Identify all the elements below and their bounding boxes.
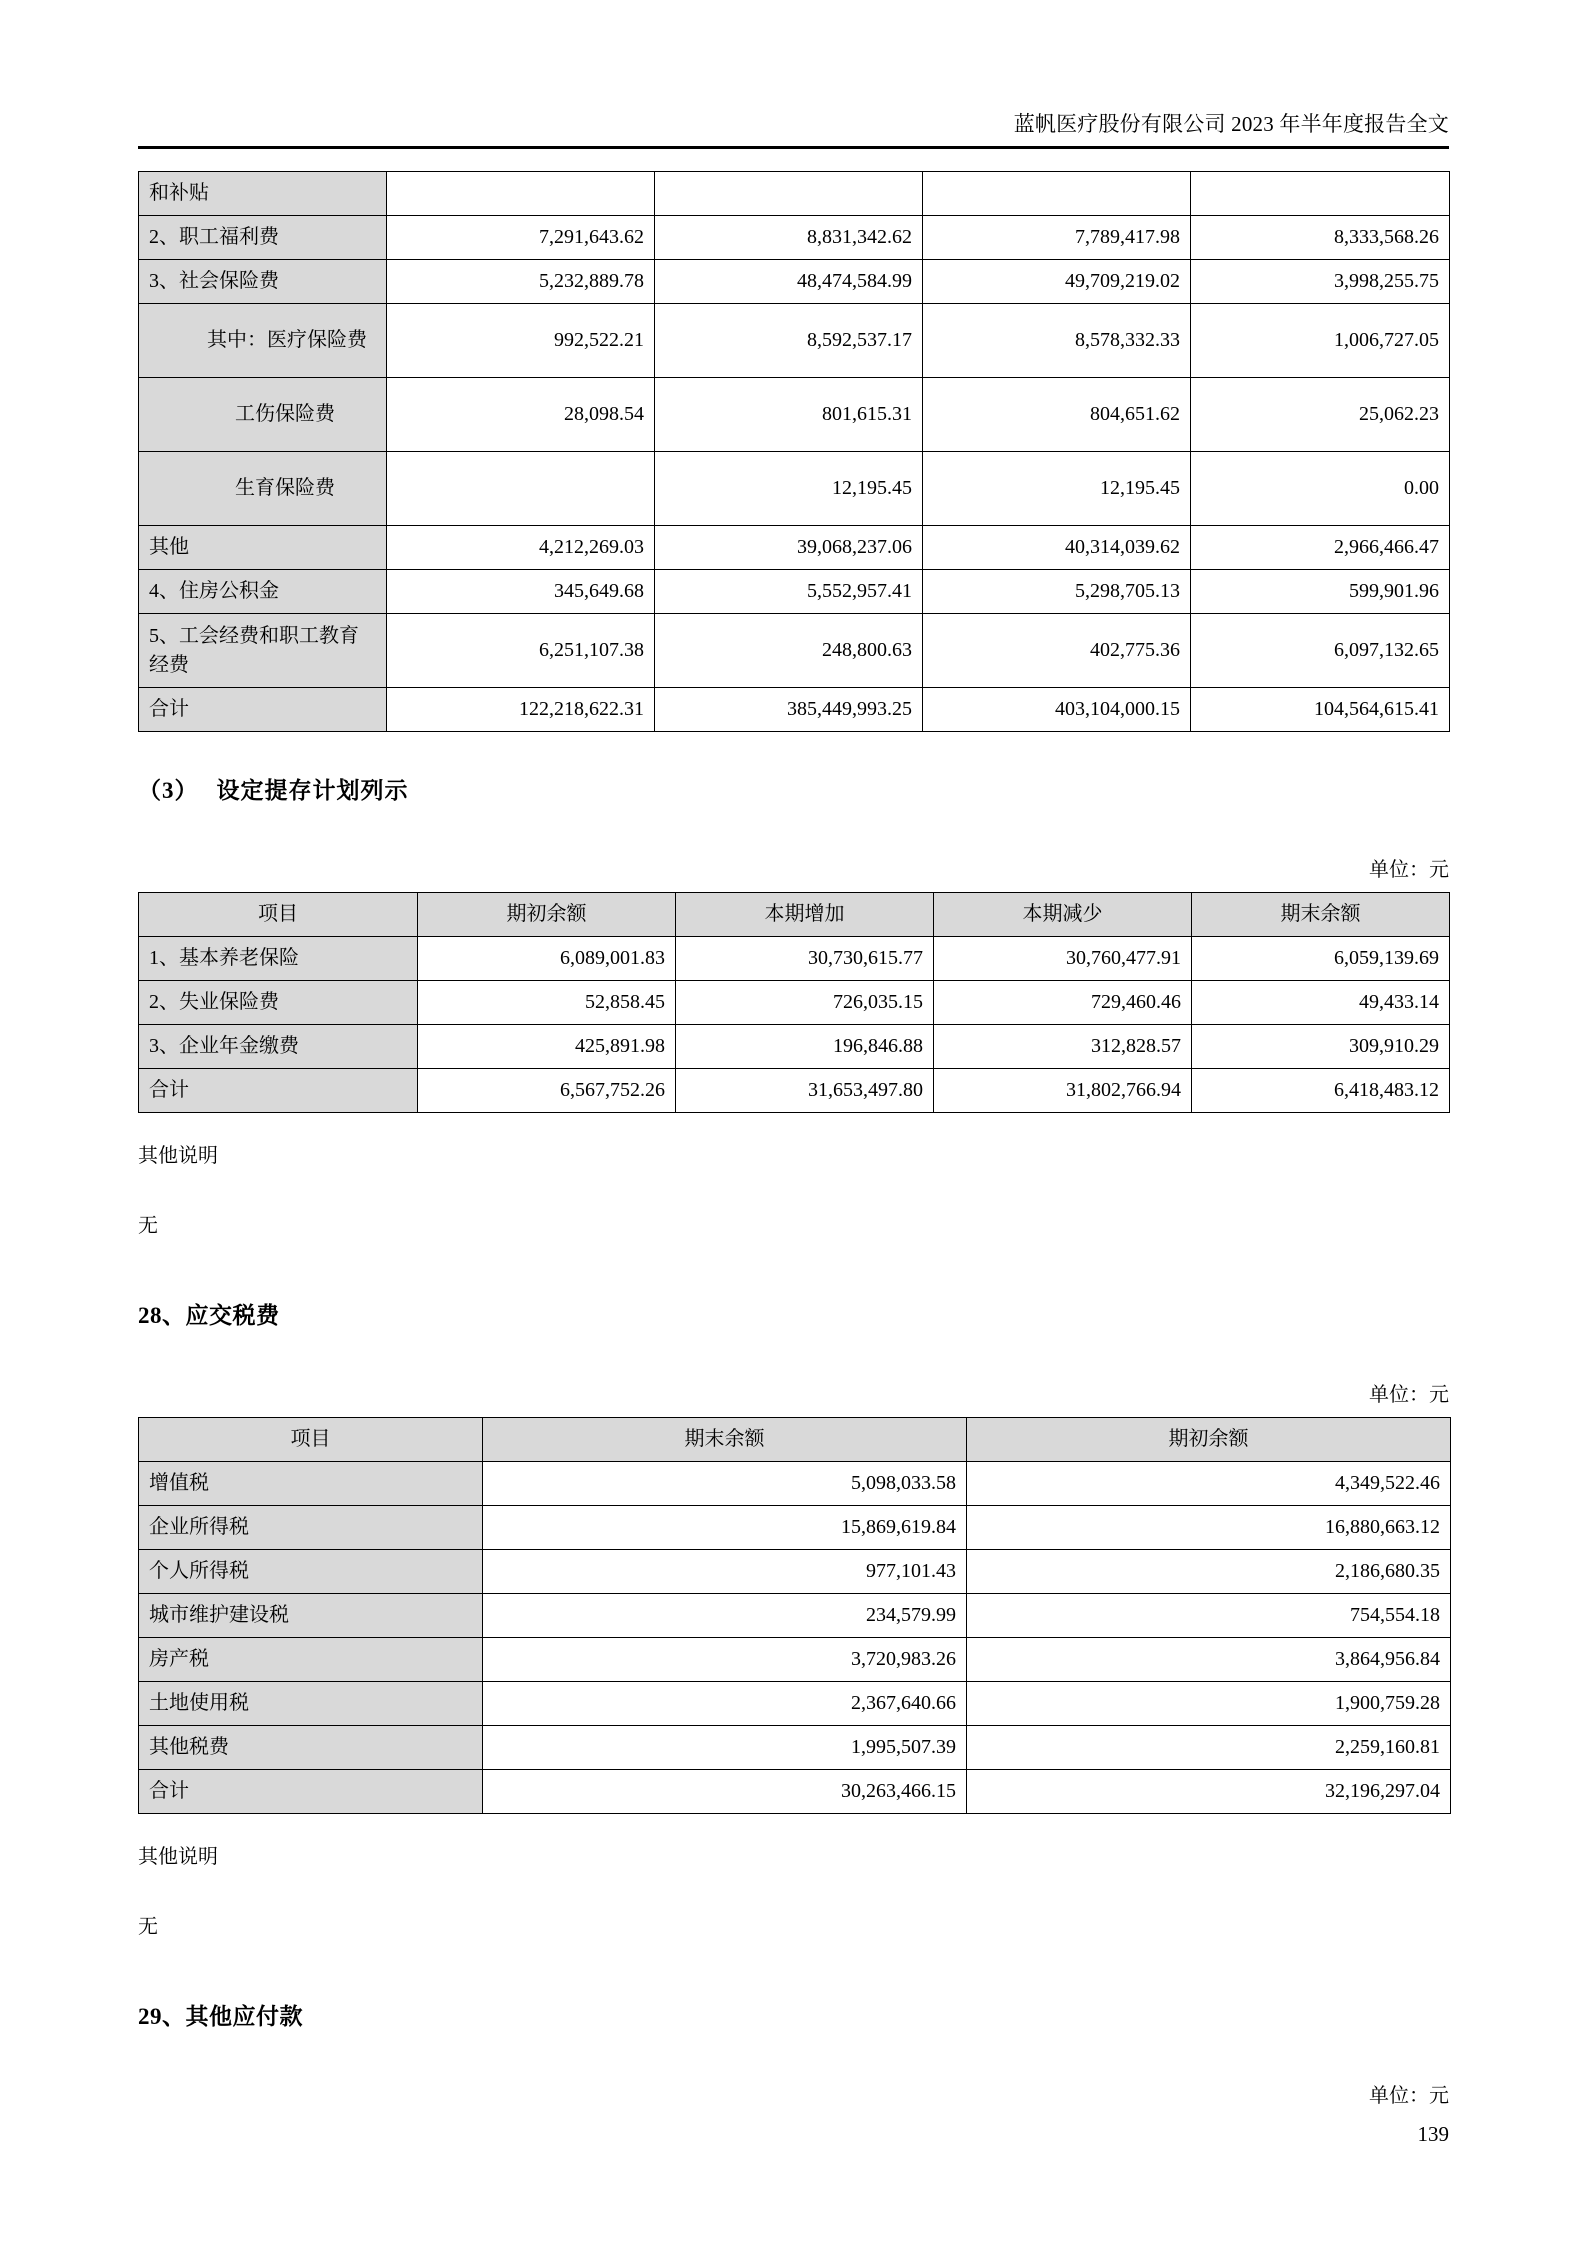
row-value: 1,900,759.28 bbox=[967, 1682, 1451, 1726]
row-value: 8,578,332.33 bbox=[923, 304, 1191, 378]
table-taxes-payable-wrapper bbox=[138, 1417, 1449, 1814]
row-value: 4,349,522.46 bbox=[967, 1462, 1451, 1506]
row-value: 992,522.21 bbox=[387, 304, 655, 378]
table-row-total bbox=[139, 1069, 1450, 1113]
table-taxes-payable bbox=[138, 1417, 1451, 1814]
row-label: 工伤保险费 bbox=[139, 378, 387, 452]
row-value: 804,651.62 bbox=[923, 378, 1191, 452]
row-label: 房产税 bbox=[139, 1638, 483, 1682]
row-value: 977,101.43 bbox=[483, 1550, 967, 1594]
running-header-title: 蓝帆医疗股份有限公司 2023 年半年度报告全文 bbox=[1013, 112, 1449, 136]
table-payroll-continued bbox=[138, 171, 1450, 732]
row-label: 4、住房公积金 bbox=[139, 570, 387, 614]
row-value: 8,831,342.62 bbox=[655, 216, 923, 260]
row-value: 425,891.98 bbox=[418, 1025, 676, 1069]
row-value: 15,869,619.84 bbox=[483, 1506, 967, 1550]
row-value: 30,730,615.77 bbox=[676, 937, 934, 981]
row-value: 31,802,766.94 bbox=[934, 1069, 1192, 1113]
table-row bbox=[139, 260, 1450, 304]
row-value: 2,367,640.66 bbox=[483, 1682, 967, 1726]
row-value: 1,995,507.39 bbox=[483, 1726, 967, 1770]
row-value: 40,314,039.62 bbox=[923, 526, 1191, 570]
row-value: 5,232,889.78 bbox=[387, 260, 655, 304]
row-value: 234,579.99 bbox=[483, 1594, 967, 1638]
column-header: 本期增加 bbox=[676, 893, 934, 937]
other-notes-value-2: 无 bbox=[138, 1916, 158, 1939]
table-row bbox=[139, 304, 1450, 378]
row-value: 48,474,584.99 bbox=[655, 260, 923, 304]
row-value: 3,998,255.75 bbox=[1191, 260, 1450, 304]
row-value: 30,263,466.15 bbox=[483, 1770, 967, 1814]
table-taxes-payable-body bbox=[139, 1462, 1451, 1814]
row-label: 其他税费 bbox=[139, 1726, 483, 1770]
row-value: 49,709,219.02 bbox=[923, 260, 1191, 304]
row-value: 104,564,615.41 bbox=[1191, 688, 1450, 732]
column-header: 本期减少 bbox=[934, 893, 1192, 937]
row-label: 增值税 bbox=[139, 1462, 483, 1506]
row-value: 5,552,957.41 bbox=[655, 570, 923, 614]
row-value: 32,196,297.04 bbox=[967, 1770, 1451, 1814]
table-row-total bbox=[139, 688, 1450, 732]
row-value bbox=[387, 452, 655, 526]
table-row bbox=[139, 1682, 1451, 1726]
table-row bbox=[139, 452, 1450, 526]
row-value: 49,433.14 bbox=[1192, 981, 1450, 1025]
row-value: 6,097,132.65 bbox=[1191, 614, 1450, 688]
table-row bbox=[139, 1726, 1451, 1770]
row-value: 5,098,033.58 bbox=[483, 1462, 967, 1506]
row-value: 754,554.18 bbox=[967, 1594, 1451, 1638]
row-value: 3,864,956.84 bbox=[967, 1638, 1451, 1682]
row-label: 土地使用税 bbox=[139, 1682, 483, 1726]
page-number: 139 bbox=[1417, 2122, 1449, 2146]
section-3-title: 设定提存计划列示 bbox=[216, 778, 409, 804]
column-header: 期末余额 bbox=[1192, 893, 1450, 937]
row-value: 801,615.31 bbox=[655, 378, 923, 452]
table-defined-contribution-head bbox=[139, 893, 1450, 937]
row-label: 合计 bbox=[139, 1770, 483, 1814]
row-label: 1、基本养老保险 bbox=[139, 937, 418, 981]
table-taxes-payable-head bbox=[139, 1418, 1451, 1462]
row-value: 1,006,727.05 bbox=[1191, 304, 1450, 378]
row-value: 309,910.29 bbox=[1192, 1025, 1450, 1069]
row-value bbox=[387, 172, 655, 216]
row-label: 2、职工福利费 bbox=[139, 216, 387, 260]
column-header: 期末余额 bbox=[483, 1418, 967, 1462]
table-row bbox=[139, 378, 1450, 452]
row-value: 6,251,107.38 bbox=[387, 614, 655, 688]
row-label: 3、社会保险费 bbox=[139, 260, 387, 304]
other-notes-value-1: 无 bbox=[138, 1215, 158, 1238]
table-header-row bbox=[139, 1418, 1451, 1462]
row-value: 28,098.54 bbox=[387, 378, 655, 452]
row-value: 8,333,568.26 bbox=[1191, 216, 1450, 260]
column-header: 项目 bbox=[139, 1418, 483, 1462]
table-row bbox=[139, 937, 1450, 981]
row-value: 6,059,139.69 bbox=[1192, 937, 1450, 981]
table-row bbox=[139, 981, 1450, 1025]
row-value: 25,062.23 bbox=[1191, 378, 1450, 452]
row-label: 2、失业保险费 bbox=[139, 981, 418, 1025]
table-row bbox=[139, 1506, 1451, 1550]
row-value: 2,186,680.35 bbox=[967, 1550, 1451, 1594]
row-value: 345,649.68 bbox=[387, 570, 655, 614]
row-value: 6,089,001.83 bbox=[418, 937, 676, 981]
row-value: 122,218,622.31 bbox=[387, 688, 655, 732]
row-value: 0.00 bbox=[1191, 452, 1450, 526]
table-defined-contribution-wrapper bbox=[138, 892, 1449, 1113]
column-header: 期初余额 bbox=[418, 893, 676, 937]
unit-label-table2: 单位：元 bbox=[1369, 859, 1449, 882]
row-value: 12,195.45 bbox=[655, 452, 923, 526]
row-value: 312,828.57 bbox=[934, 1025, 1192, 1069]
row-label: 企业所得税 bbox=[139, 1506, 483, 1550]
row-value: 403,104,000.15 bbox=[923, 688, 1191, 732]
table-row bbox=[139, 570, 1450, 614]
row-value: 729,460.46 bbox=[934, 981, 1192, 1025]
row-value bbox=[923, 172, 1191, 216]
row-value: 39,068,237.06 bbox=[655, 526, 923, 570]
column-header: 期初余额 bbox=[967, 1418, 1451, 1462]
row-value: 726,035.15 bbox=[676, 981, 934, 1025]
table-header-row bbox=[139, 893, 1450, 937]
table-row bbox=[139, 172, 1450, 216]
table-row bbox=[139, 1594, 1451, 1638]
row-value: 12,195.45 bbox=[923, 452, 1191, 526]
row-value bbox=[655, 172, 923, 216]
row-label: 生育保险费 bbox=[139, 452, 387, 526]
table-defined-contribution bbox=[138, 892, 1450, 1113]
row-value: 52,858.45 bbox=[418, 981, 676, 1025]
table-row bbox=[139, 1025, 1450, 1069]
row-label: 城市维护建设税 bbox=[139, 1594, 483, 1638]
running-header bbox=[138, 0, 1449, 137]
row-value: 7,789,417.98 bbox=[923, 216, 1191, 260]
row-value: 2,966,466.47 bbox=[1191, 526, 1450, 570]
unit-label-table3: 单位：元 bbox=[1369, 1384, 1449, 1407]
row-value: 7,291,643.62 bbox=[387, 216, 655, 260]
column-header: 项目 bbox=[139, 893, 418, 937]
table-row bbox=[139, 1550, 1451, 1594]
table-row bbox=[139, 526, 1450, 570]
table-payroll-body bbox=[139, 172, 1450, 732]
table-payroll-continued-wrapper bbox=[138, 171, 1449, 732]
row-label: 个人所得税 bbox=[139, 1550, 483, 1594]
row-value: 2,259,160.81 bbox=[967, 1726, 1451, 1770]
table-row bbox=[139, 614, 1450, 688]
row-label: 其中：医疗保险费 bbox=[139, 304, 387, 378]
section-3-number: （3） bbox=[138, 778, 199, 804]
row-value: 599,901.96 bbox=[1191, 570, 1450, 614]
row-value: 5,298,705.13 bbox=[923, 570, 1191, 614]
row-label: 和补贴 bbox=[139, 172, 387, 216]
section-28-heading: 28、应交税费 bbox=[138, 1303, 280, 1329]
table-defined-contribution-body bbox=[139, 937, 1450, 1113]
table-row-total bbox=[139, 1770, 1451, 1814]
row-label: 合计 bbox=[139, 688, 387, 732]
section-29-heading: 29、其他应付款 bbox=[138, 2004, 303, 2030]
row-value: 16,880,663.12 bbox=[967, 1506, 1451, 1550]
row-value: 196,846.88 bbox=[676, 1025, 934, 1069]
row-value: 4,212,269.03 bbox=[387, 526, 655, 570]
row-value: 30,760,477.91 bbox=[934, 937, 1192, 981]
header-rule bbox=[138, 146, 1449, 149]
row-label: 5、工会经费和职工教育经费 bbox=[139, 614, 387, 688]
row-value: 6,567,752.26 bbox=[418, 1069, 676, 1113]
table-row bbox=[139, 1462, 1451, 1506]
table-row bbox=[139, 216, 1450, 260]
row-label: 合计 bbox=[139, 1069, 418, 1113]
row-value: 402,775.36 bbox=[923, 614, 1191, 688]
unit-label-table4: 单位：元 bbox=[1369, 2085, 1449, 2108]
row-value bbox=[1191, 172, 1450, 216]
row-value: 3,720,983.26 bbox=[483, 1638, 967, 1682]
section-3-heading bbox=[138, 772, 1449, 805]
other-notes-label-2: 其他说明 bbox=[138, 1846, 218, 1869]
row-label: 3、企业年金缴费 bbox=[139, 1025, 418, 1069]
row-value: 385,449,993.25 bbox=[655, 688, 923, 732]
row-value: 8,592,537.17 bbox=[655, 304, 923, 378]
other-notes-label-1: 其他说明 bbox=[138, 1145, 218, 1168]
row-value: 6,418,483.12 bbox=[1192, 1069, 1450, 1113]
table-row bbox=[139, 1638, 1451, 1682]
row-value: 31,653,497.80 bbox=[676, 1069, 934, 1113]
row-value: 248,800.63 bbox=[655, 614, 923, 688]
row-label: 其他 bbox=[139, 526, 387, 570]
